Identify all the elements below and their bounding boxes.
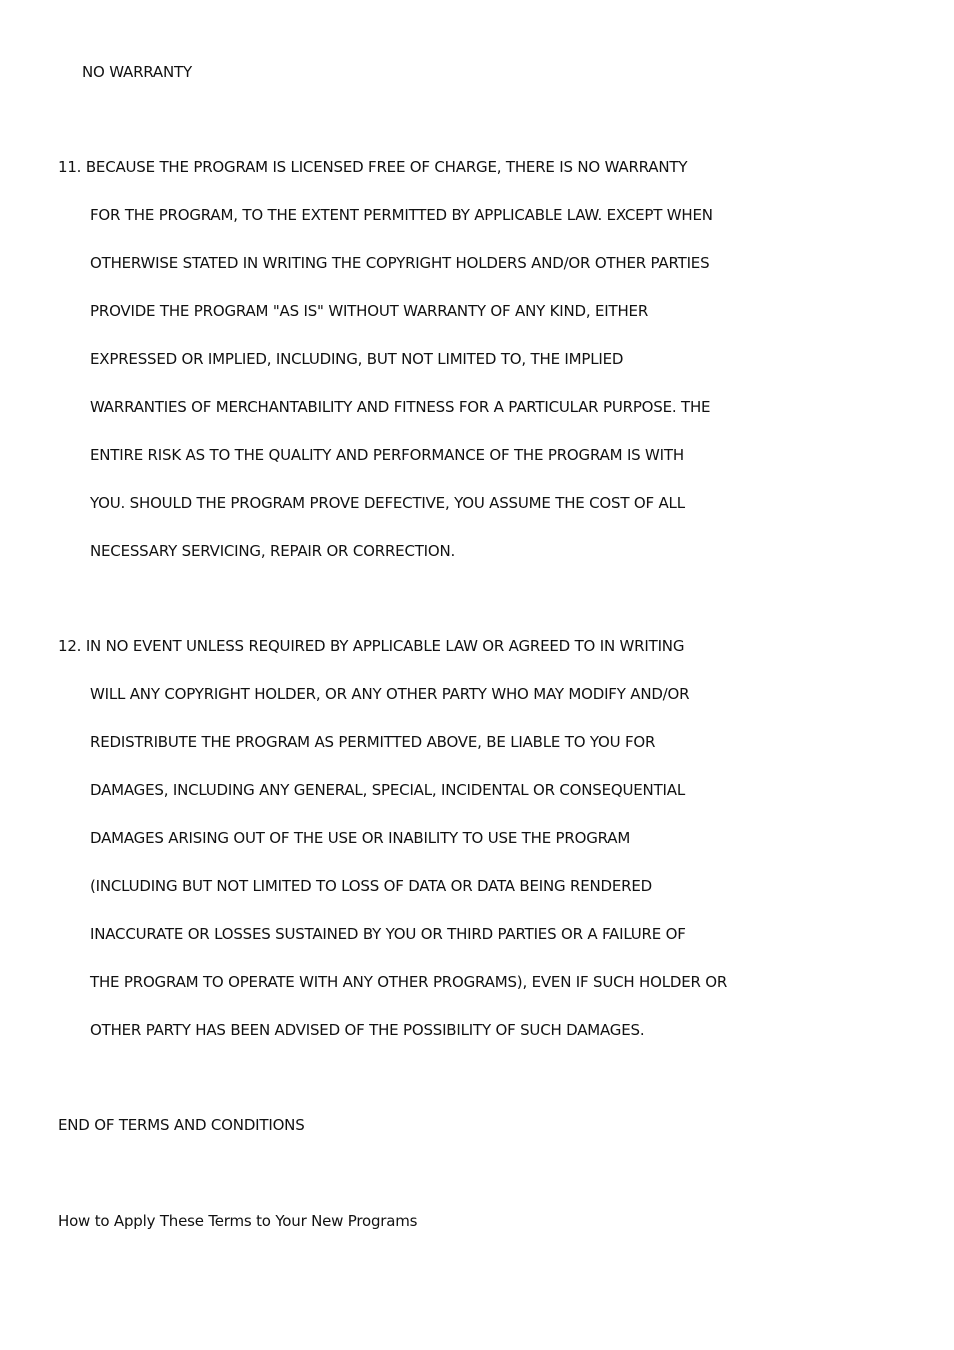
how-to-apply-heading: How to Apply These Terms to Your New Programs xyxy=(58,1212,418,1230)
no-warranty-heading: NO WARRANTY xyxy=(82,63,192,81)
section-12-line: (INCLUDING BUT NOT LIMITED TO LOSS OF DATA OR DATA BEING RENDERED xyxy=(90,877,653,895)
section-12-line: REDISTRIBUTE THE PROGRAM AS PERMITTED ABOVE, BE LIABLE TO YOU FOR xyxy=(90,733,656,751)
section-11-line: WARRANTIES OF MERCHANTABILITY AND FITNESS FOR A PARTICULAR PURPOSE. THE xyxy=(90,398,711,416)
section-11-line: PROVIDE THE PROGRAM "AS IS" WITHOUT WARRANTY OF ANY KIND, EITHER xyxy=(90,302,649,320)
section-12-line: OTHER PARTY HAS BEEN ADVISED OF THE POSSIBILITY OF SUCH DAMAGES. xyxy=(90,1021,645,1039)
section-11-line: FOR THE PROGRAM, TO THE EXTENT PERMITTED BY APPLICABLE LAW. EXCEPT WHEN xyxy=(90,206,713,224)
section-11-line: YOU. SHOULD THE PROGRAM PROVE DEFECTIVE, YOU ASSUME THE COST OF ALL xyxy=(90,494,685,512)
section-12-line: INACCURATE OR LOSSES SUSTAINED BY YOU OR THIRD PARTIES OR A FAILURE OF xyxy=(90,925,686,943)
end-of-terms: END OF TERMS AND CONDITIONS xyxy=(58,1116,305,1134)
section-11-line: EXPRESSED OR IMPLIED, INCLUDING, BUT NOT LIMITED TO, THE IMPLIED xyxy=(90,350,624,368)
section-11-line: ENTIRE RISK AS TO THE QUALITY AND PERFORMANCE OF THE PROGRAM IS WITH xyxy=(90,446,684,464)
section-12-line: 12. IN NO EVENT UNLESS REQUIRED BY APPLICABLE LAW OR AGREED TO IN WRITING xyxy=(58,637,685,655)
section-11-line: NECESSARY SERVICING, REPAIR OR CORRECTION. xyxy=(90,542,456,560)
section-11-line: OTHERWISE STATED IN WRITING THE COPYRIGHT HOLDERS AND/OR OTHER PARTIES xyxy=(90,254,710,272)
section-12-line: THE PROGRAM TO OPERATE WITH ANY OTHER PROGRAMS), EVEN IF SUCH HOLDER OR xyxy=(90,973,728,991)
section-12-line: WILL ANY COPYRIGHT HOLDER, OR ANY OTHER PARTY WHO MAY MODIFY AND/OR xyxy=(90,685,690,703)
section-12-line: DAMAGES, INCLUDING ANY GENERAL, SPECIAL, INCIDENTAL OR CONSEQUENTIAL xyxy=(90,781,685,799)
section-12-line: DAMAGES ARISING OUT OF THE USE OR INABILITY TO USE THE PROGRAM xyxy=(90,829,631,847)
section-11-line: 11. BECAUSE THE PROGRAM IS LICENSED FREE OF CHARGE, THERE IS NO WARRANTY xyxy=(58,158,688,176)
